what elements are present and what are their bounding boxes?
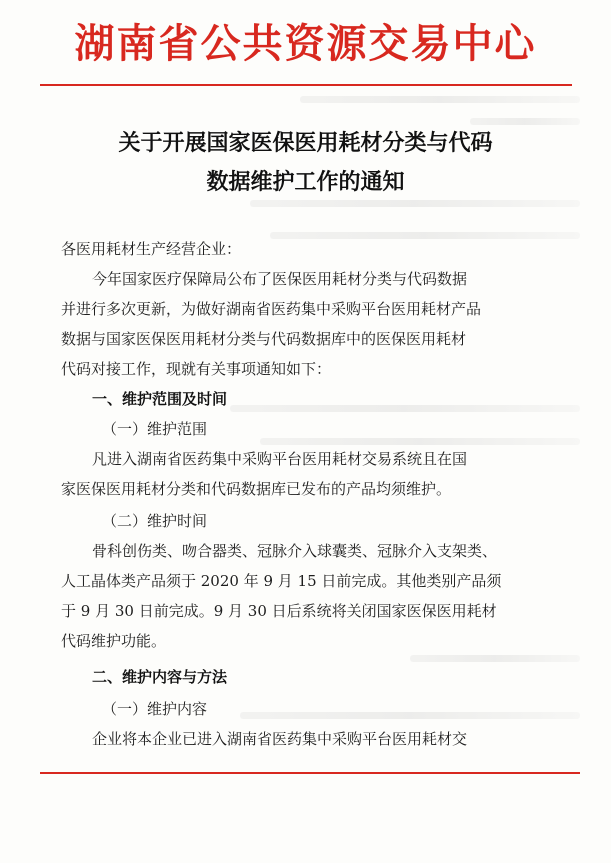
notice-title-line2: 数据维护工作的通知 — [206, 170, 405, 195]
body-line: 于 9 月 30 日前完成。9 月 30 日后系统将关闭国家医保医用耗材 — [61, 602, 497, 620]
bleed-through-mark — [250, 200, 580, 207]
bleed-through-mark — [270, 232, 580, 239]
bleed-through-mark — [260, 438, 580, 445]
body-line: 凡进入湖南省医药集中采购平台医用耗材交易系统且在国 — [92, 450, 468, 468]
subsection-heading: （一）维护内容 — [102, 700, 208, 718]
salutation: 各医用耗材生产经营企业： — [61, 240, 242, 258]
footer-rule — [40, 772, 580, 774]
notice-title-line1: 关于开展国家医保医用耗材分类与代码 — [118, 131, 493, 156]
intro-line: 代码对接工作，现就有关事项通知如下： — [61, 360, 332, 378]
section-heading: 二、维护内容与方法 — [92, 668, 228, 686]
bleed-through-mark — [300, 96, 580, 103]
intro-line: 今年国家医疗保障局公布了医保医用耗材分类与代码数据 — [92, 270, 468, 288]
org-header: 湖南省公共资源交易中心 — [74, 21, 537, 67]
subsection-heading: （二）维护时间 — [102, 512, 208, 530]
bleed-through-mark — [410, 655, 580, 662]
bleed-through-mark — [470, 118, 580, 125]
intro-line: 数据与国家医保医用耗材分类与代码数据库中的医保医用耗材 — [61, 330, 467, 348]
subsection-heading: （一）维护范围 — [102, 420, 208, 438]
body-line: 家医保医用耗材分类和代码数据库已发布的产品均须维护。 — [61, 480, 452, 498]
body-line: 骨科创伤类、吻合器类、冠脉介入球囊类、冠脉介入支架类、 — [92, 542, 498, 560]
body-line: 企业将本企业已进入湖南省医药集中采购平台医用耗材交 — [92, 730, 468, 748]
body-line: 代码维护功能。 — [61, 632, 167, 650]
body-line: 人工晶体类产品须于 2020 年 9 月 15 日前完成。其他类别产品须 — [61, 572, 502, 590]
bleed-through-mark — [240, 712, 580, 719]
intro-line: 并进行多次更新，为做好湖南省医药集中采购平台医用耗材产品 — [61, 300, 482, 318]
section-heading: 一、维护范围及时间 — [92, 390, 228, 408]
header-rule — [40, 84, 572, 86]
bleed-through-mark — [230, 405, 580, 412]
